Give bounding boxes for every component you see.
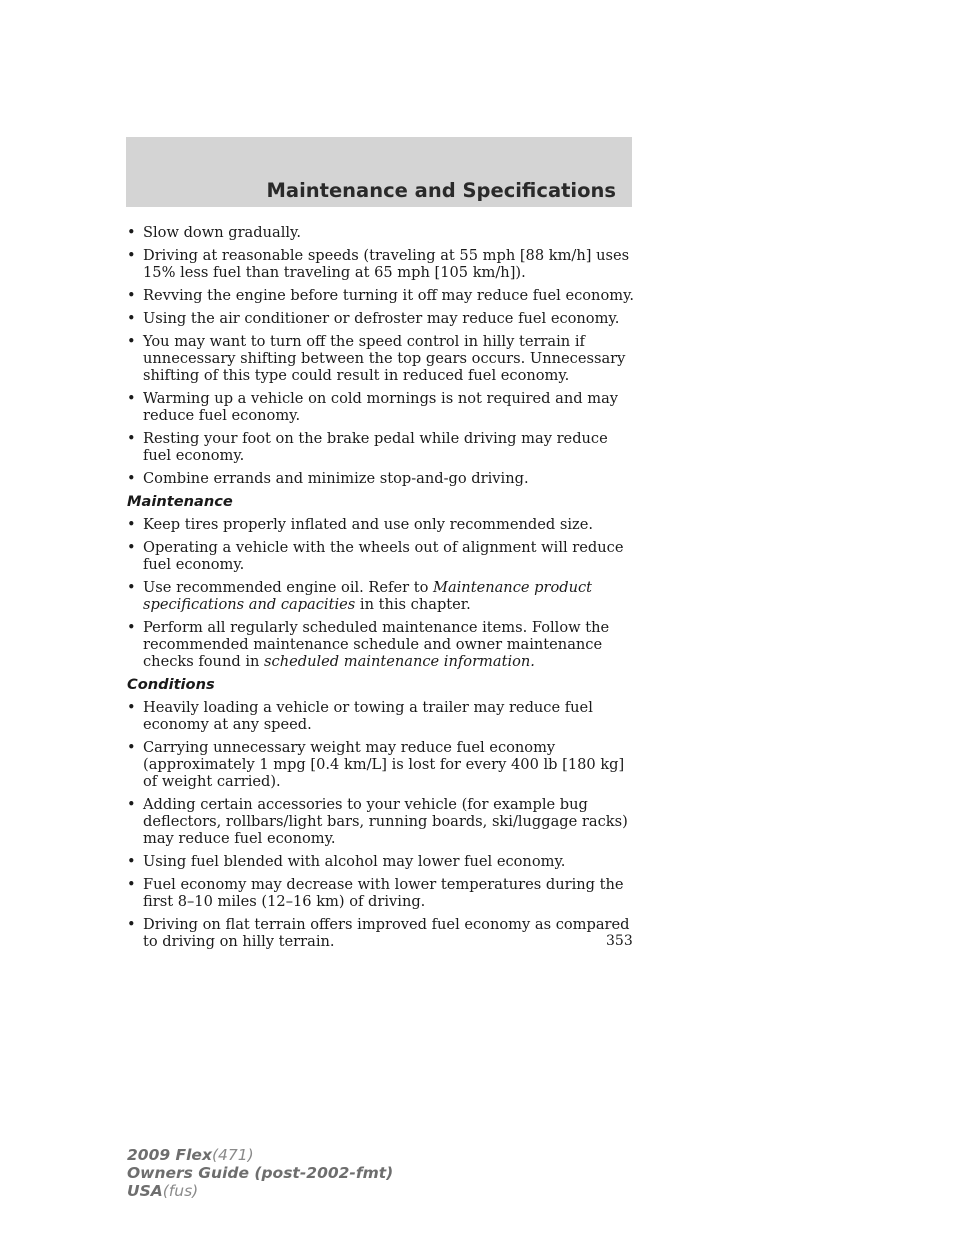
main-content bbox=[127, 224, 637, 956]
bullet-icon: • bbox=[127, 876, 136, 893]
list-item: • Revving the engine before turning it off may reduce fuel economy. bbox=[127, 287, 635, 304]
header-band bbox=[126, 137, 632, 207]
footer-line: 2009 Flex(471) bbox=[127, 1146, 254, 1164]
bullet-icon: • bbox=[127, 287, 136, 304]
bullet-icon: • bbox=[127, 539, 136, 556]
list-item: • Using the air conditioner or defroster may reduce fuel economy. bbox=[127, 310, 620, 327]
bullet-icon: • bbox=[127, 699, 136, 716]
bullet-icon: • bbox=[127, 579, 136, 596]
page-title: Maintenance and Specifications bbox=[266, 179, 616, 202]
list-item: • Slow down gradually. bbox=[127, 224, 301, 241]
cross-reference: Maintenance product specifications and capacities bbox=[143, 579, 593, 613]
list-item: • Using fuel blended with alcohol may lower fuel economy. bbox=[127, 853, 566, 870]
list-item: • Resting your foot on the brake pedal while driving may reduce fuel economy. bbox=[127, 430, 608, 464]
cross-reference: scheduled maintenance information. bbox=[264, 653, 535, 670]
bullet-icon: • bbox=[127, 224, 136, 241]
list-item: • Operating a vehicle with the wheels out of alignment will reduce fuel economy. bbox=[127, 539, 624, 573]
list-item: • Driving at reasonable speeds (traveling at 55 mph [88 km/h] uses 15% less fuel than traveling at 65 mph [105 km/h]). bbox=[127, 247, 630, 281]
bullet-icon: • bbox=[127, 333, 136, 350]
bullet-icon: • bbox=[127, 516, 136, 533]
bullet-icon: • bbox=[127, 796, 136, 813]
list-item: • Driving on flat terrain offers improved fuel economy as compared to driving on hilly terrain. bbox=[127, 916, 630, 950]
list-item: • Use recommended engine oil. Refer to Maintenance product specifications and capacities in this chapter. bbox=[127, 579, 593, 613]
document-footer bbox=[127, 1146, 393, 1200]
list-item: • Perform all regularly scheduled maintenance items. Follow the recommended maintenance schedule and owner maintenance checks found in scheduled maintenance information. bbox=[127, 619, 610, 670]
list-item: • Fuel economy may decrease with lower temperatures during the first 8–10 miles (12–16 km) of driving. bbox=[127, 876, 624, 910]
section-heading-maintenance: Maintenance bbox=[127, 493, 233, 510]
bullet-icon: • bbox=[127, 916, 136, 933]
bullet-icon: • bbox=[127, 619, 136, 636]
bullet-icon: • bbox=[127, 247, 136, 264]
footer-line: USA(fus) bbox=[127, 1182, 199, 1200]
bullet-icon: • bbox=[127, 430, 136, 447]
bullet-icon: • bbox=[127, 739, 136, 756]
list-item: • You may want to turn off the speed control in hilly terrain if unnecessary shifting between the top gears occurs. Unnecessary shifting of this type could result in reduced fuel economy. bbox=[127, 333, 626, 384]
list-item: • Keep tires properly inflated and use only recommended size. bbox=[127, 516, 593, 533]
section-heading-conditions: Conditions bbox=[127, 676, 215, 693]
bullet-icon: • bbox=[127, 390, 136, 407]
bullet-icon: • bbox=[127, 310, 136, 327]
list-item: • Adding certain accessories to your vehicle (for example bug deflectors, rollbars/light bars, running boards, ski/luggage racks) may reduce fuel economy. bbox=[127, 796, 628, 847]
footer-line: Owners Guide (post-2002-fmt) bbox=[127, 1164, 394, 1182]
list-item: • Warming up a vehicle on cold mornings is not required and may reduce fuel economy. bbox=[127, 390, 619, 424]
bullet-icon: • bbox=[127, 470, 136, 487]
page-number: 353 bbox=[606, 933, 633, 949]
bullet-icon: • bbox=[127, 853, 136, 870]
list-item: • Carrying unnecessary weight may reduce fuel economy (approximately 1 mpg [0.4 km/L] is lost for every 400 lb [180 kg] of weight carried). bbox=[127, 739, 625, 790]
list-item: • Heavily loading a vehicle or towing a trailer may reduce fuel economy at any speed. bbox=[127, 699, 593, 733]
list-item: • Combine errands and minimize stop-and-go driving. bbox=[127, 470, 529, 487]
